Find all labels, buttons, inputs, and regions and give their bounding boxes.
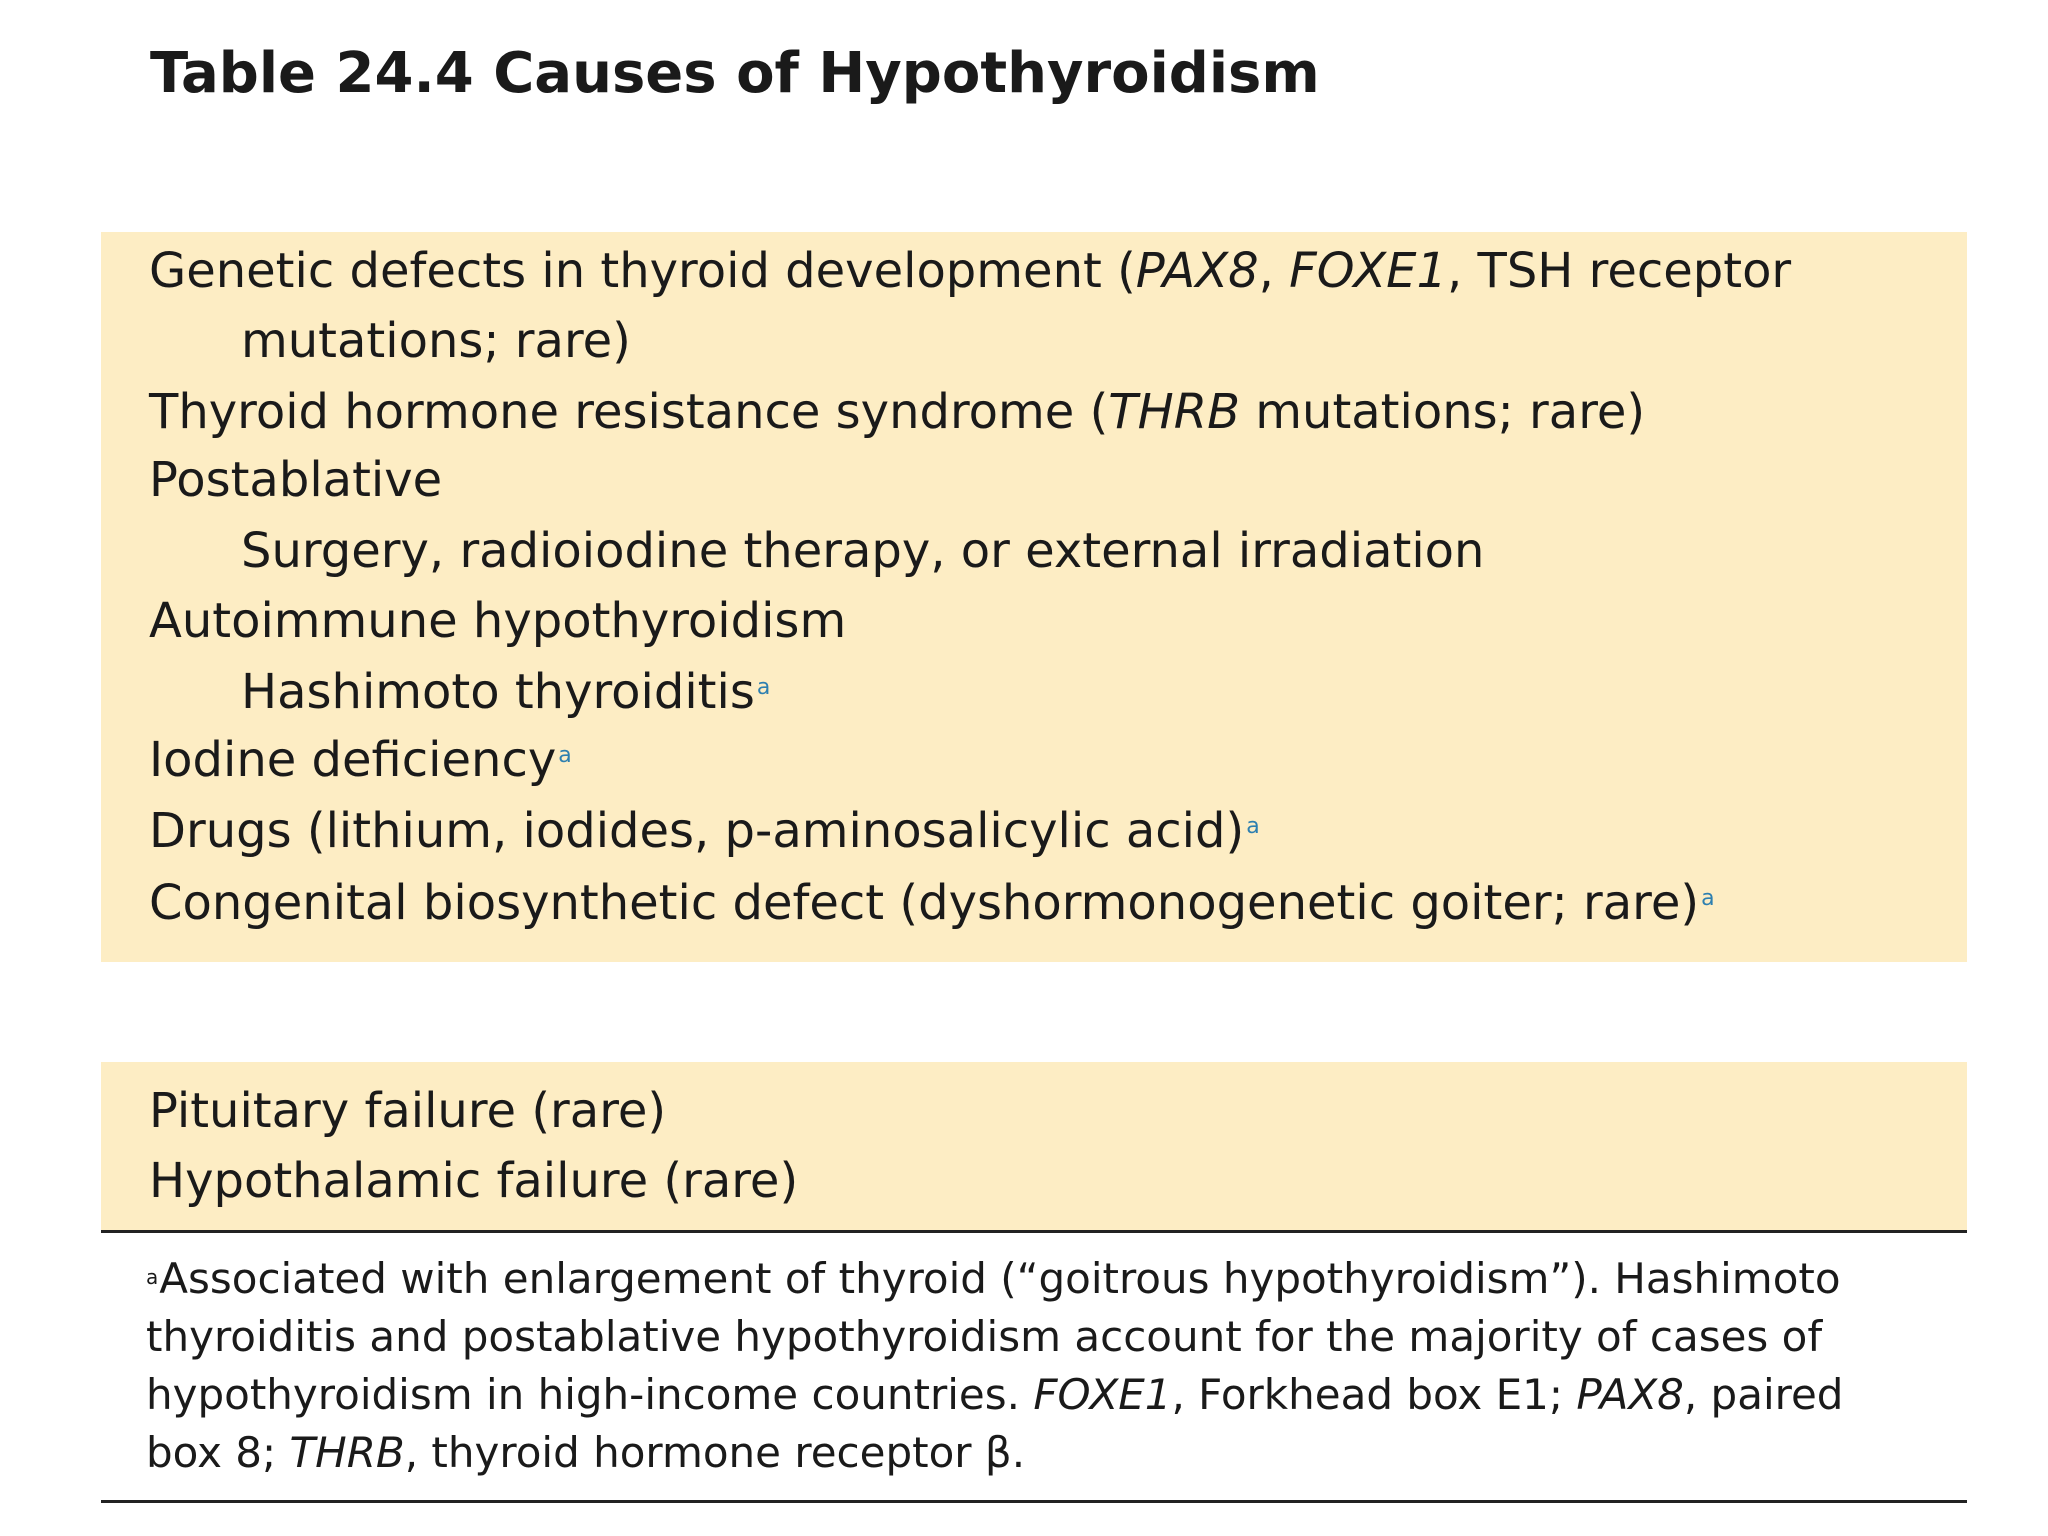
list-item: Genetic defects in thyroid development (PAX8, FOXE1, TSH receptor	[149, 243, 1792, 299]
list-item: Iodine deficiency$^a$	[149, 732, 572, 788]
footnote-line: $^a$Associated with enlargement of thyroid (“goitrous hypothyroidism”). Hashimoto	[146, 1254, 1841, 1303]
list-item: Hypothalamic failure (rare)	[149, 1153, 799, 1209]
gene-name: FOXE1	[1033, 1370, 1172, 1419]
footnote-marker: a	[558, 743, 572, 768]
gene-name: PAX8	[1135, 243, 1259, 299]
list-item: Congenital biosynthetic defect (dyshormonogenetic goiter; rare)$^a$	[149, 875, 1715, 931]
secondary-causes-list	[101, 1062, 1967, 1230]
section-heading: Primary	[151, 148, 408, 216]
list-item: Postablative	[149, 452, 443, 508]
gene-name: FOXE1	[1289, 243, 1447, 299]
gene-name: THRB	[289, 1428, 405, 1477]
footnote-line: box 8; THRB, thyroid hormone receptor β.	[146, 1428, 1026, 1477]
footnote-marker: a	[1246, 814, 1260, 839]
table-rule-top	[101, 1230, 1967, 1233]
footnote-line: thyroiditis and postablative hypothyroidism account for the majority of cases of	[146, 1312, 1823, 1361]
list-subitem: Hashimoto thyroiditis$^a$	[241, 664, 771, 720]
gene-name: THRB	[1108, 384, 1240, 440]
list-subitem: Surgery, radioiodine therapy, or external irradiation	[241, 523, 1485, 579]
list-item-continuation: mutations; rare)	[241, 313, 631, 369]
gene-name: PAX8	[1576, 1370, 1684, 1419]
table-title: Table 24.4 Causes of Hypothyroidism	[150, 41, 1320, 106]
footnote-marker: a	[146, 1265, 159, 1289]
primary-causes-list	[101, 232, 1967, 962]
footnote-line: hypothyroidism in high-income countries. FOXE1, Forkhead box E1; PAX8, paired	[146, 1370, 1844, 1419]
list-item: Thyroid hormone resistance syndrome (THRB mutations; rare)	[149, 384, 1646, 440]
table-rule-bottom	[101, 1500, 1967, 1503]
list-item: Autoimmune hypothyroidism	[149, 593, 847, 649]
section-heading: Secondary (“Central Hypothyroidism”)	[151, 978, 1423, 1046]
footnote-marker: a	[1701, 886, 1715, 911]
list-item: Pituitary failure (rare)	[149, 1083, 667, 1139]
list-item: Drugs (lithium, iodides, p-aminosalicylic acid)$^a$	[149, 803, 1260, 859]
footnote-marker: a	[756, 675, 771, 700]
